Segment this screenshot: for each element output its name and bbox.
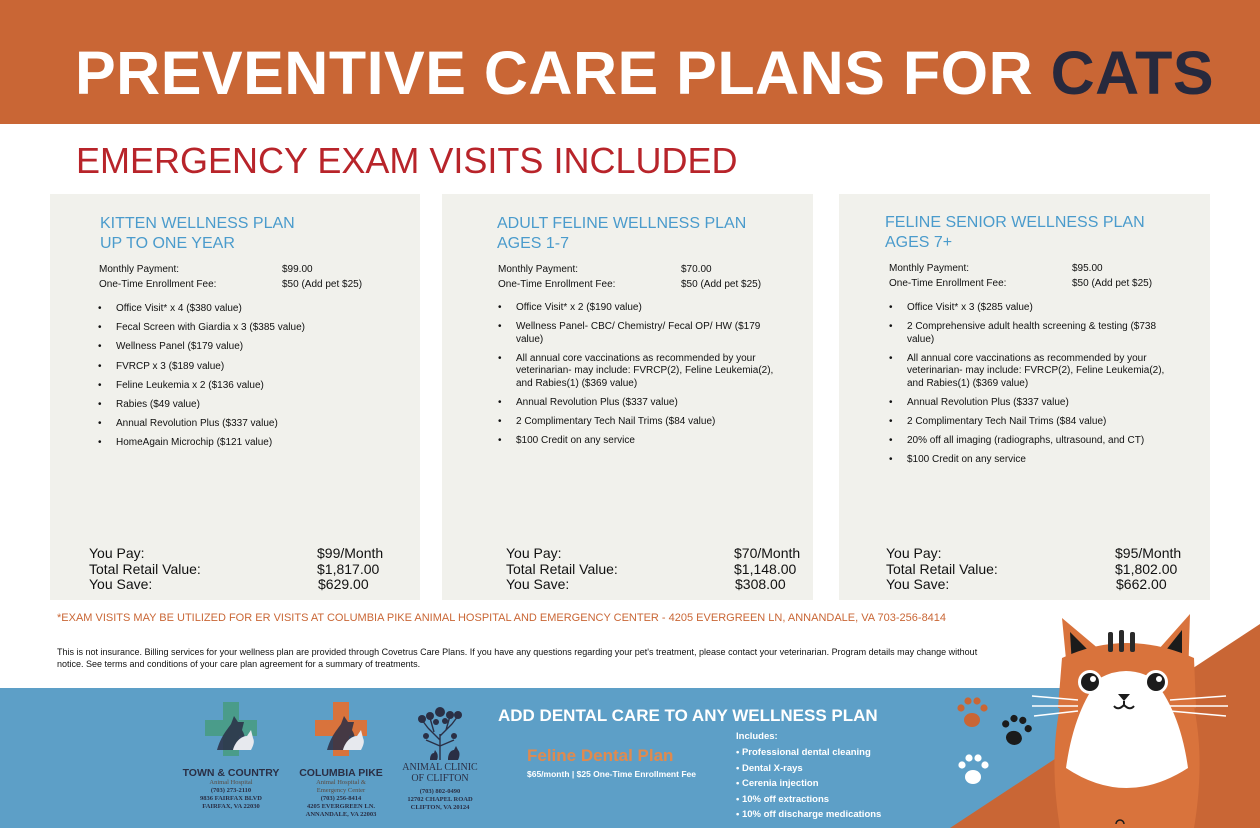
page-subtitle: EMERGENCY EXAM VISITS INCLUDED <box>76 140 738 181</box>
list-item: • Rabies ($49 value) <box>98 399 378 412</box>
you-pay-row <box>89 546 399 562</box>
clinic-address: (703) 273-2110 9836 FAIRFAX BLVD FAIRFAX, VA 22030 <box>200 787 262 810</box>
list-item: • Office Visit* x 2 ($190 value) <box>498 302 788 315</box>
list-item: • All annual core vaccinations as recommended by your veterinarian- may include: FVRCP(2), Feline Leukemia(2), and Rabies(1) ($369 value) <box>889 353 1179 391</box>
list-item: • FVRCP x 3 ($189 value) <box>98 361 378 374</box>
list-item: • Fecal Screen with Giardia x 3 ($385 value) <box>98 322 378 335</box>
monthly-payment-label: Monthly Payment: <box>99 264 180 275</box>
dental-plan-name: Feline Dental Plan <box>527 746 674 765</box>
retail-value-label: Total Retail Value: <box>506 560 618 577</box>
you-pay-label: You Pay: <box>89 545 145 561</box>
you-save-label: You Save: <box>886 576 950 592</box>
plan-totals <box>89 546 399 593</box>
plan-title-line1: FELINE SENIOR WELLNESS PLAN <box>885 214 1145 231</box>
enrollment-fee-label: One-Time Enrollment Fee: <box>498 279 616 290</box>
plan-card-senior <box>839 194 1210 600</box>
you-save-row <box>506 577 806 593</box>
disclaimer-text: This is not insurance. Billing services for your wellness plan are provided through Covetrus Care Plans. If you have any questions regarding your pet's treatment, please contact your veterinarian. Program details may change without notice. See terms and conditions of your care plan agreement for a summary of treatments. <box>57 647 978 669</box>
you-pay-value: $99/Month <box>317 545 384 561</box>
list-item: • Dental X-rays <box>736 762 803 774</box>
benefits-list <box>889 302 1179 466</box>
plan-totals <box>506 546 806 593</box>
list-item: • Feline Leukemia x 2 ($136 value) <box>98 380 378 393</box>
plan-card-adult <box>442 194 813 600</box>
dental-includes-list <box>736 745 881 823</box>
you-pay-value: $70/Month <box>734 545 801 561</box>
you-save-row <box>89 577 399 593</box>
monthly-payment-label: Monthly Payment: <box>498 264 579 275</box>
list-item: • 10% off discharge medications <box>736 809 882 820</box>
tree-logo-icon <box>410 706 470 762</box>
benefits-list <box>498 302 788 447</box>
you-pay-row <box>506 546 806 562</box>
enrollment-fee-label: One-Time Enrollment Fee: <box>889 278 1007 289</box>
you-pay-value: $95/Month <box>1115 545 1182 561</box>
plan-title-line2: AGES 7+ <box>885 234 953 251</box>
clinic-columbia-pike <box>292 700 390 819</box>
enrollment-fee-value: $50 (Add pet $25) <box>1072 278 1153 289</box>
enrollment-fee-value: $50 (Add pet $25) <box>282 279 363 290</box>
clinic-name: COLUMBIA PIKE <box>299 767 383 779</box>
monthly-payment-value: $99.00 <box>282 264 313 275</box>
list-item: • HomeAgain Microchip ($121 value) <box>98 437 378 450</box>
monthly-payment-value: $70.00 <box>681 264 712 275</box>
retail-value-label: Total Retail Value: <box>886 560 998 577</box>
plan-title-line1: KITTEN WELLNESS PLAN <box>100 215 295 232</box>
list-item: • All annual core vaccinations as recommended by your veterinarian- may include: FVRCP(2), Feline Leukemia(2), and Rabies(1) ($369 value) <box>498 353 788 391</box>
page-title-main: PREVENTIVE CARE PLANS FOR <box>75 39 1051 107</box>
monthly-payment-label: Monthly Payment: <box>889 263 970 274</box>
enrollment-fee-label: One-Time Enrollment Fee: <box>99 279 217 290</box>
page-title <box>75 38 1214 108</box>
clinic-name: ANIMAL CLINIC OF CLIFTON <box>402 762 478 784</box>
clinic-logo-icon <box>313 700 369 758</box>
plan-totals <box>886 546 1186 593</box>
dental-heading: ADD DENTAL CARE TO ANY WELLNESS PLAN <box>498 706 878 725</box>
plan-title-line2: UP TO ONE YEAR <box>100 235 235 252</box>
list-item: • Wellness Panel ($179 value) <box>98 341 378 354</box>
paw-print-icon <box>957 697 987 727</box>
enrollment-fee-value: $50 (Add pet $25) <box>681 279 762 290</box>
paw-print-icon <box>958 754 988 784</box>
clinic-logo-icon <box>203 700 259 758</box>
clinic-subtitle: Animal Hospital <box>209 779 253 786</box>
monthly-payment-value: $95.00 <box>1072 263 1103 274</box>
list-item: • 20% off all imaging (radiographs, ultrasound, and CT) <box>889 435 1179 448</box>
you-save-label: You Save: <box>506 576 570 592</box>
you-pay-label: You Pay: <box>886 545 942 561</box>
plan-title <box>100 214 295 254</box>
retail-value: $1,802.00 <box>1115 560 1178 577</box>
clinic-clifton <box>398 706 482 812</box>
you-save-value: $308.00 <box>735 576 786 592</box>
plan-card-kitten <box>50 194 420 600</box>
plan-title-line1: ADULT FELINE WELLNESS PLAN <box>497 215 747 232</box>
list-item: • $100 Credit on any service <box>889 454 1179 467</box>
retail-value-row <box>89 562 399 578</box>
plan-title <box>497 214 746 254</box>
retail-value-row <box>506 562 806 578</box>
list-item: • Office Visit* x 3 ($285 value) <box>889 302 1179 315</box>
includes-label: Includes: <box>736 731 778 742</box>
page-title-accent: CATS <box>1050 39 1215 107</box>
cat-illustration <box>950 598 1260 828</box>
you-pay-label: You Pay: <box>506 545 562 561</box>
plan-title-line2: AGES 1-7 <box>497 235 570 252</box>
list-item: • 2 Complimentary Tech Nail Trims ($84 value) <box>498 416 788 429</box>
list-item: • Office Visit* x 4 ($380 value) <box>98 303 378 316</box>
list-item: • Annual Revolution Plus ($337 value) <box>498 397 788 410</box>
list-item: • 2 Comprehensive adult health screening & testing ($738 value) <box>889 321 1179 346</box>
list-item: • Cerenia injection <box>736 778 819 789</box>
you-save-row <box>886 577 1186 593</box>
list-item: • $100 Credit on any service <box>498 435 788 448</box>
you-save-value: $629.00 <box>318 576 369 592</box>
list-item: • 10% off extractions <box>736 793 830 805</box>
clinic-address: (703) 256-8414 4205 EVERGREEN LN. ANNANDALE, VA 22003 <box>305 795 377 818</box>
dental-plan-price: $65/month | $25 One-Time Enrollment Fee <box>527 769 696 779</box>
retail-value-row <box>886 562 1186 578</box>
list-item: • Annual Revolution Plus ($337 value) <box>98 418 378 431</box>
clinic-town-country <box>176 700 286 811</box>
clinic-subtitle: Animal Hospital & Emergency Center <box>316 779 366 794</box>
you-pay-row <box>886 546 1186 562</box>
clinic-address: (703) 802-0490 12702 CHAPEL ROAD CLIFTON, VA 20124 <box>407 788 473 811</box>
paw-print-icon <box>998 713 1034 748</box>
list-item: • 2 Complimentary Tech Nail Trims ($84 value) <box>889 416 1179 429</box>
plan-title <box>885 213 1145 253</box>
list-item: • Wellness Panel- CBC/ Chemistry/ Fecal OP/ HW ($179 value) <box>498 321 788 346</box>
retail-value: $1,148.00 <box>734 560 797 577</box>
retail-value-label: Total Retail Value: <box>89 560 201 577</box>
er-footnote: *EXAM VISITS MAY BE UTILIZED FOR ER VISITS AT COLUMBIA PIKE ANIMAL HOSPITAL AND EMERGENCY CENTER - 4205 EVERGREEN LN, ANNANDALE, VA 703-256-8414 <box>57 612 947 624</box>
benefits-list <box>98 303 378 450</box>
you-save-label: You Save: <box>89 576 153 592</box>
you-save-value: $662.00 <box>1116 576 1167 592</box>
clinic-name: TOWN & COUNTRY <box>182 767 280 779</box>
retail-value: $1,817.00 <box>317 560 380 577</box>
list-item: • Annual Revolution Plus ($337 value) <box>889 397 1179 410</box>
header-banner <box>0 0 1260 124</box>
list-item: • Professional dental cleaning <box>736 747 871 758</box>
